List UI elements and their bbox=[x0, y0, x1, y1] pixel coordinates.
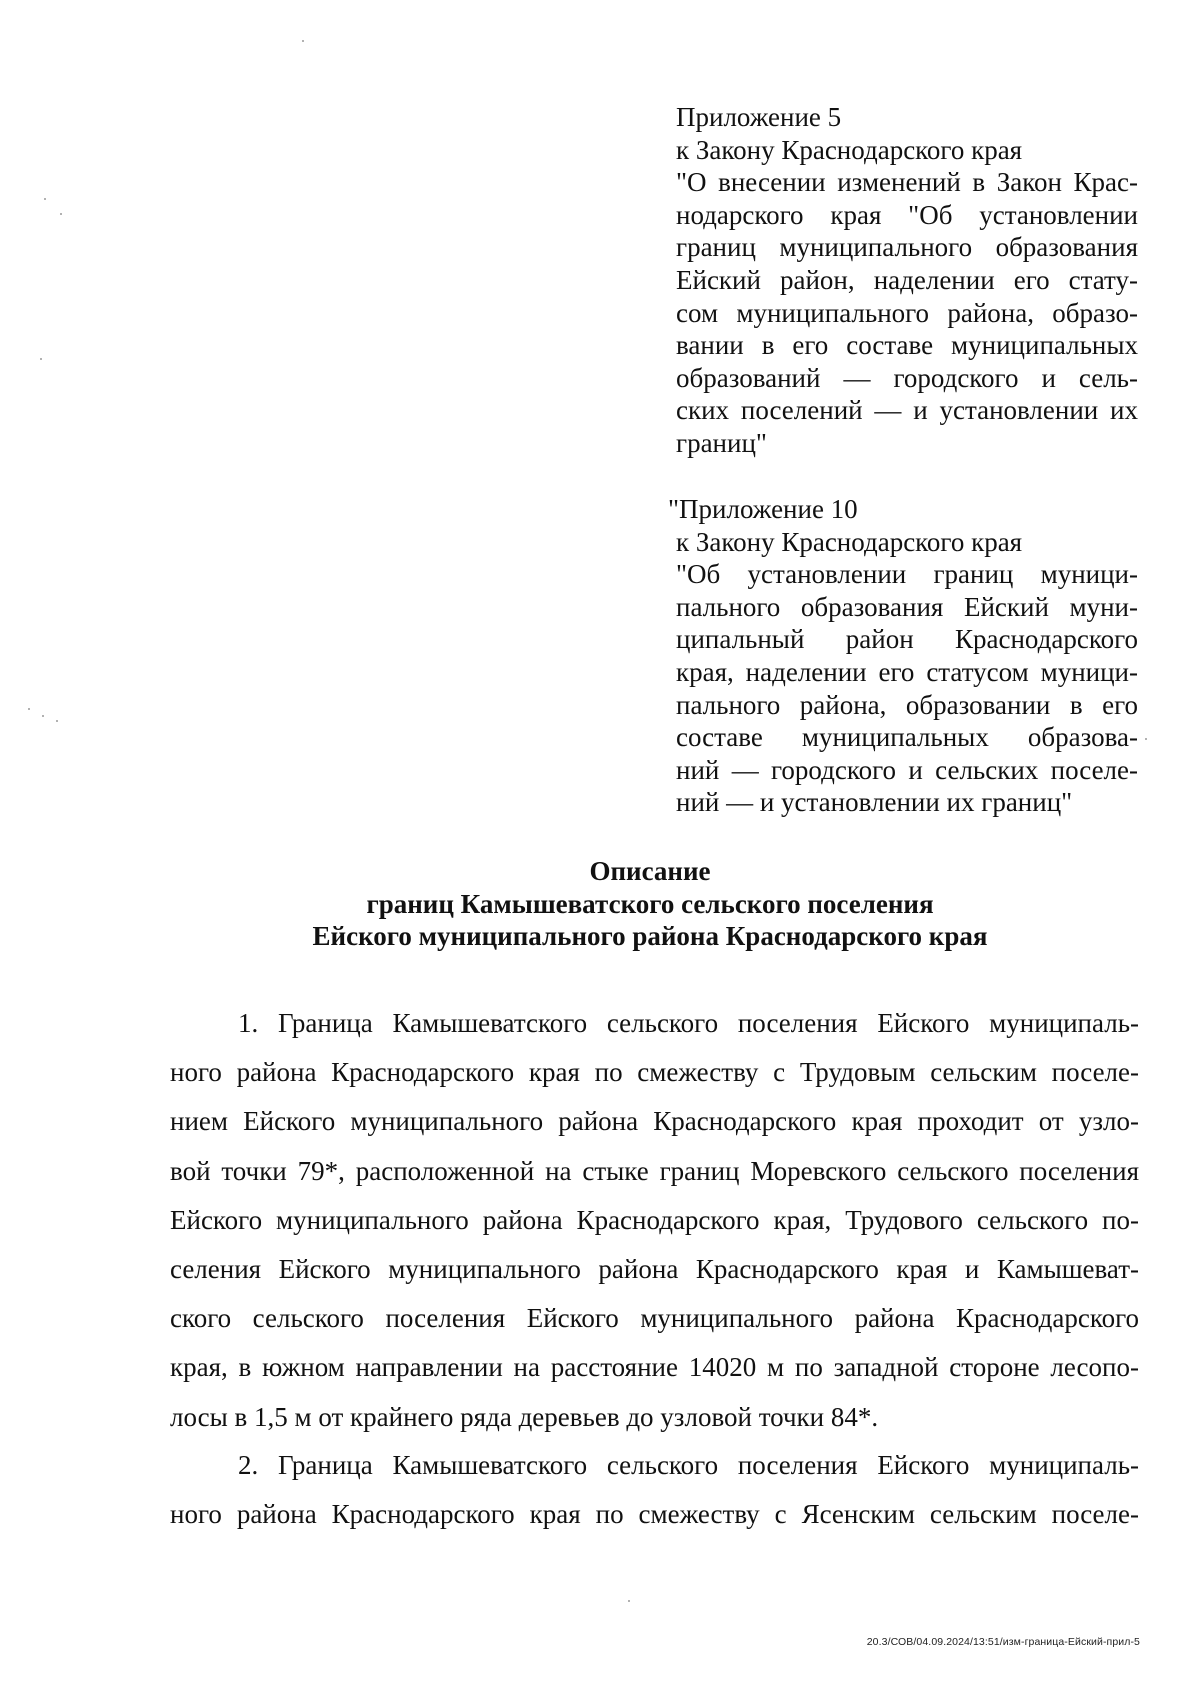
scan-speck bbox=[302, 40, 304, 42]
appendix-5-line: вании в его составе муниципальных bbox=[676, 330, 1138, 361]
paragraph-line: нием Ейского муниципального района Краснодарского края проходит от узло- bbox=[170, 1106, 1139, 1137]
paragraph-line: ного района Краснодарского края по смежеству с Ясенским сельским поселе- bbox=[170, 1499, 1139, 1530]
paragraph-line: лосы в 1,5 м от крайнего ряда деревьев до узловой точки 84*. bbox=[170, 1401, 879, 1432]
appendix-5-line: нодарского края "Об установлении bbox=[676, 199, 1138, 230]
appendix-10-line: к Закону Краснодарского края bbox=[676, 526, 1023, 557]
paragraph-line: селения Ейского муниципального района Краснодарского края и Камышеват- bbox=[170, 1254, 1139, 1285]
title-line: Описание bbox=[589, 856, 711, 886]
appendix-5-line: границ" bbox=[676, 427, 767, 458]
appendix-5-header bbox=[676, 101, 1138, 460]
appendix-10-line: "Приложение 10 bbox=[668, 494, 858, 524]
appendix-5-line: Приложение 5 bbox=[676, 102, 842, 132]
scan-speck bbox=[56, 720, 58, 722]
paragraph-line: ного района Краснодарского края по смежеству с Трудовым сельским поселе- bbox=[170, 1057, 1139, 1088]
paragraph-line: 2. Граница Камышеватского сельского поселения Ейского муниципаль- bbox=[238, 1450, 1139, 1480]
scan-speck bbox=[60, 213, 62, 215]
scan-speck bbox=[40, 358, 42, 360]
paragraph-line: 1. Граница Камышеватского сельского поселения Ейского муниципаль- bbox=[238, 1008, 1139, 1038]
paragraph-2 bbox=[170, 1441, 1139, 1539]
appendix-5-line: "О внесении изменений в Закон Крас- bbox=[676, 167, 1138, 198]
document-title bbox=[150, 855, 1150, 953]
paragraph-1 bbox=[170, 999, 1139, 1442]
appendix-10-line: "Об установлении границ муници- bbox=[676, 559, 1138, 590]
paragraph-line: края, в южном направлении на расстояние 14020 м по западной стороне лесопо- bbox=[170, 1352, 1139, 1383]
scan-speck bbox=[628, 1600, 630, 1602]
paragraph-line: ского сельского поселения Ейского муниципального района Краснодарского bbox=[170, 1303, 1139, 1334]
paragraph-line: вой точки 79*, расположенной на стыке границ Моревского сельского поселения bbox=[170, 1155, 1139, 1186]
appendix-10-header bbox=[668, 493, 1138, 819]
appendix-5-line: образований — городского и сель- bbox=[676, 362, 1138, 393]
scan-speck bbox=[42, 715, 44, 717]
scan-speck bbox=[1145, 738, 1147, 740]
title-line: границ Камышеватского сельского поселения bbox=[366, 888, 934, 919]
document-reference-code: 20.3/СОВ/04.09.2024/13:51/изм-граница-Ейский-прил-5 bbox=[866, 1636, 1140, 1648]
appendix-5-line: границ муниципального образования bbox=[676, 232, 1138, 263]
appendix-10-line: составе муниципальных образова- bbox=[676, 722, 1138, 753]
appendix-10-line: пального образования Ейский муни- bbox=[676, 591, 1138, 622]
appendix-5-line: к Закону Краснодарского края bbox=[676, 134, 1023, 165]
scan-speck bbox=[28, 708, 30, 710]
appendix-10-line: ний — городского и сельских поселе- bbox=[676, 754, 1138, 785]
title-line: Ейского муниципального района Краснодарского края bbox=[312, 921, 988, 952]
appendix-10-line: ципальный район Краснодарского bbox=[676, 624, 1138, 655]
appendix-10-line: пального района, образовании в его bbox=[676, 689, 1138, 720]
appendix-5-line: ских поселений — и установлении их bbox=[676, 395, 1138, 426]
appendix-5-line: Ейский район, наделении его стату- bbox=[676, 264, 1138, 295]
scan-speck bbox=[44, 198, 46, 200]
appendix-10-line: ний — и установлении их границ" bbox=[676, 787, 1073, 818]
appendix-5-line: сом муниципального района, образо- bbox=[676, 297, 1138, 328]
appendix-10-line: края, наделении его статусом муници- bbox=[676, 656, 1138, 687]
paragraph-line: Ейского муниципального района Краснодарского края, Трудового сельского по- bbox=[170, 1204, 1139, 1235]
